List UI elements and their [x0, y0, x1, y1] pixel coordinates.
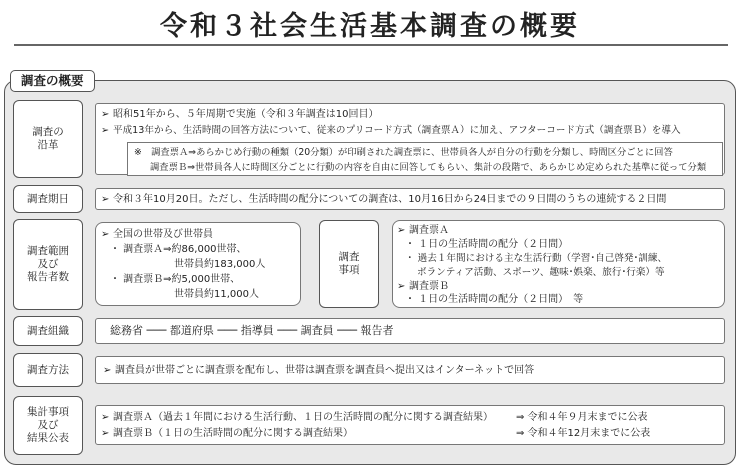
hoho-text: ➢ 調査員が世帯ごとに調査票を配布し、世帯は調査票を調査員へ提出又はインターネットで回答 [103, 365, 535, 376]
enkaku-note [127, 142, 723, 176]
kohyo-line-2: ➢ 調査票Ｂ（１日の生活時間の配分に関する調査結果） [101, 428, 353, 439]
enkaku-box [95, 103, 725, 175]
arrow-bullet-icon: ➢ [101, 428, 110, 439]
arrow-bullet-icon: ➢ [101, 125, 110, 136]
label-soshiki: 調査組織 [13, 316, 83, 346]
arrow-bullet-icon: ➢ [101, 229, 110, 240]
arrow-bullet-icon: ➢ [103, 365, 112, 376]
jiko-line-2: ・ １日の生活時間の配分（２日間） [405, 239, 569, 250]
label-jiko: 調査 事項 [319, 220, 379, 308]
hoho-box [95, 356, 725, 384]
enkaku-item-1: ➢ 昭和51年から、５年周期で実施（令和３年調査は10回目） [101, 109, 379, 120]
hanni-line-3: 世帯員約183,000人 [174, 259, 266, 270]
jiko-line-3: ・ 過去１年間における主な生活行動（学習･自己啓発･訓練、 [405, 253, 668, 264]
jiko-line-6: ・ １日の生活時間の配分（２日間） 等 [405, 294, 584, 305]
kohyo-line-1: ➢ 調査票Ａ（過去１年間における生活行動、１日の生活時間の配分に関する調査結果） [101, 412, 493, 423]
jiko-line-1: ➢ 調査票Ａ [397, 225, 449, 236]
hanni-line-1: ➢ 全国の世帯及び世帯員 [101, 229, 213, 240]
kohyo-date-2: ⇒ 令和４年12月末までに公表 [516, 428, 651, 439]
kohyo-date-1: ⇒ 令和４年９月末までに公表 [516, 412, 648, 423]
label-enkaku: 調査の 沿革 [13, 100, 83, 178]
organization-chain: 総務省 ─── 都道府県 ─── 指導員 ─── 調査員 ─── 報告者 [110, 324, 394, 337]
kijitsu-text: ➢ 令和３年10月20日。ただし、生活時間の配分についての調査は、10月16日から24日までの９日間のうちの連続する２日間 [101, 194, 667, 205]
jiko-line-5: ➢ 調査票Ｂ [397, 281, 449, 292]
hanni-box [95, 222, 301, 306]
note-line-2: 調査票Ｂ⇒世帯員各人に時間区分ごとに行動の内容を自由に回答してもらい、集計の段階で、あらかじめ定められた基準に従って分類 [150, 162, 707, 173]
label-kijitsu: 調査期日 [13, 185, 83, 213]
hanni-line-4: ・ 調査票Ｂ⇒約5,000世帯、 [110, 274, 241, 285]
kijitsu-box [95, 188, 725, 210]
title-divider [14, 44, 728, 46]
label-hanni: 調査範囲 及び 報告者数 [13, 219, 83, 310]
arrow-bullet-icon: ➢ [101, 109, 110, 120]
jiko-box [392, 220, 725, 308]
kohyo-box [95, 405, 725, 445]
note-line-1: ※ 調査票Ａ⇒あらかじめ行動の種類（20分類）が印刷された調査票に、世帯員各人が自分の行動を分類し、時間区分ごとに回答 [134, 147, 673, 158]
arrow-bullet-icon: ➢ [101, 194, 110, 205]
label-kohyo: 集計事項 及び 結果公表 [13, 396, 83, 455]
label-hoho: 調査方法 [13, 353, 83, 387]
enkaku-item-2: ➢ 平成13年から、生活時間の回答方法について、従来のプリコード方式（調査票Ａ）に加え、アフターコード方式（調査票Ｂ）を導入 [101, 125, 681, 136]
jiko-line-4: ボランティア活動、スポーツ、趣味･娯楽、旅行･行楽）等 [417, 267, 665, 278]
page-title: 令和３社会生活基本調査の概要 [160, 11, 580, 42]
hanni-line-5: 世帯員約11,000人 [174, 289, 259, 300]
hanni-line-2: ・ 調査票Ａ⇒約86,000世帯、 [110, 244, 247, 255]
arrow-bullet-icon: ➢ [397, 281, 406, 292]
arrow-bullet-icon: ➢ [101, 412, 110, 423]
section-label: 調査の概要 [10, 70, 95, 92]
soshiki-box [95, 318, 725, 344]
arrow-bullet-icon: ➢ [397, 225, 406, 236]
